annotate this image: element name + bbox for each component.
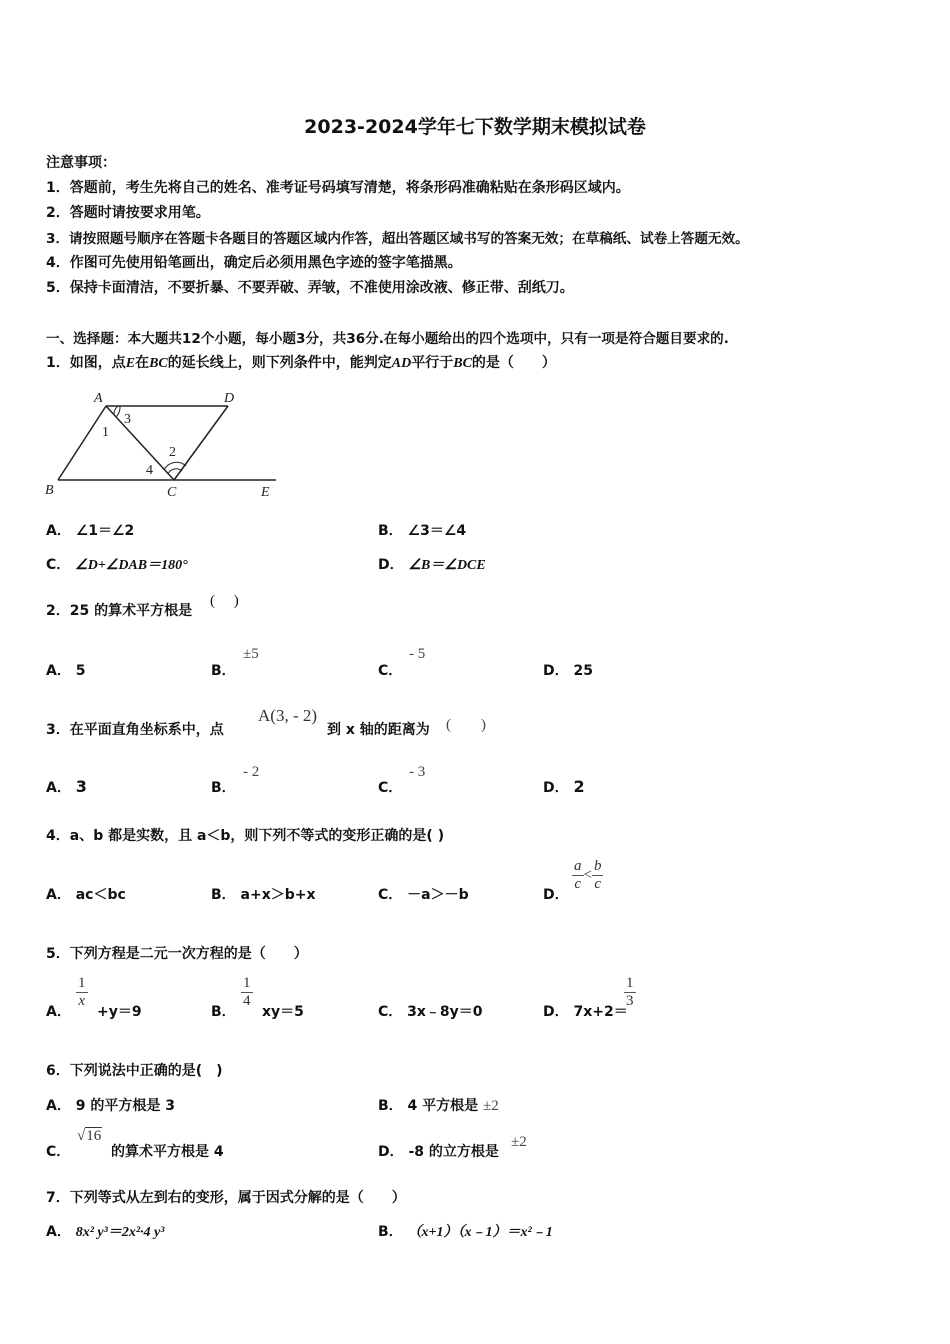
q5-option-b[interactable]: B．	[211, 1004, 236, 1020]
q2-option-b-value: ±5	[243, 646, 259, 662]
q1-option-c[interactable]: C． ∠D+∠DAB＝180°	[46, 557, 188, 573]
note-item: 4．作图可先使用铅笔画出，确定后必须用黑色字迹的签字笔描黑。	[46, 255, 462, 271]
question-1-figure	[40, 386, 290, 501]
section-heading: 一、选择题：本大题共12个小题，每小题3分，共36分.在每小题给出的四个选项中，只有一项是符合题目要求的.	[46, 331, 729, 347]
q3-option-c-value: - 3	[409, 764, 426, 780]
notes-heading: 注意事项：	[46, 155, 116, 171]
q3-option-b[interactable]: B．	[211, 780, 236, 796]
note-item: 5．保持卡面清洁，不要折暴、不要弄破、弄皱，不准使用涂改液、修正带、刮纸刀。	[46, 280, 574, 296]
q7-option-a[interactable]: A． 8x² y³＝2x²·4 y³	[46, 1224, 165, 1240]
q6-option-d[interactable]: D． -8 的立方根是	[378, 1144, 499, 1160]
q5-option-b-rest: xy＝5	[262, 1004, 304, 1020]
q6-option-c-radical: √16	[77, 1128, 102, 1144]
q4-option-b[interactable]: B． a+x＞b+x	[211, 887, 316, 903]
q3-option-c[interactable]: C．	[378, 780, 403, 796]
q5-option-d-frac: $\frac{1}{3}$	[626, 975, 634, 1009]
figure-label-d: D	[224, 391, 235, 406]
q3-option-b-value: - 2	[243, 764, 260, 780]
q6-option-a[interactable]: A． 9 的平方根是 3	[46, 1098, 175, 1114]
question-1-stem: 1．如图，点E在BC的延长线上，则下列条件中，能判定AD平行于BC的是（ ）	[46, 355, 556, 371]
figure-angle-3: 3	[124, 412, 131, 427]
question-3-stem-tail: 到 x 轴的距离为	[327, 722, 430, 738]
figure-angle-4: 4	[146, 463, 153, 478]
question-2-paren: ( )	[210, 593, 239, 609]
note-item: 2．答题时请按要求用笔。	[46, 205, 210, 221]
figure-angle-2: 2	[169, 445, 176, 460]
q2-option-c-value: - 5	[409, 646, 426, 662]
q2-option-a[interactable]: A． 5	[46, 663, 86, 679]
question-6-stem: 6．下列说法中正确的是( )	[46, 1063, 223, 1079]
figure-label-e: E	[261, 485, 270, 500]
q1-option-d[interactable]: D． ∠B＝∠DCE	[378, 557, 486, 573]
question-3-paren: ( )	[446, 717, 486, 733]
question-2-stem: 2．25 的算术平方根是	[46, 603, 193, 619]
figure-label-b: B	[45, 483, 54, 498]
q6-option-c-text: 的算术平方根是 4	[111, 1144, 224, 1160]
q5-option-a-frac: $\frac{1}{x}$	[78, 975, 86, 1009]
q3-option-a[interactable]: A． 3	[46, 777, 87, 796]
q5-option-a-rest: +y＝9	[97, 1004, 142, 1020]
figure-label-c: C	[167, 485, 177, 500]
q5-option-b-frac: $\frac{1}{4}$	[243, 975, 251, 1009]
q6-option-c[interactable]: C．	[46, 1144, 71, 1160]
q2-option-c[interactable]: C．	[378, 663, 403, 679]
q6-option-b[interactable]: B． 4 平方根是 ±2	[378, 1098, 499, 1114]
q2-option-d[interactable]: D． 25	[543, 663, 593, 679]
q4-option-d-math: $\frac{a}{c}$ < $\frac{b}{c}$	[574, 858, 602, 892]
page-title: 2023-2024学年七下数学期末模拟试卷	[304, 116, 646, 138]
q1-option-a[interactable]: A． ∠1＝∠2	[46, 523, 135, 539]
q4-option-c[interactable]: C． －a＞－b	[378, 887, 469, 903]
note-item: 3．请按照题号顺序在答题卡各题目的答题区域内作答，超出答题区域书写的答案无效；在草稿纸、试卷上答题无效。	[46, 231, 749, 247]
q2-option-b[interactable]: B．	[211, 663, 236, 679]
q6-option-d-math: ±2	[511, 1134, 527, 1150]
q7-option-b[interactable]: B． （x+1）（x﹣1）＝x²﹣1	[378, 1224, 553, 1240]
figure-angle-1: 1	[102, 425, 109, 440]
q3-option-d[interactable]: D． 2	[543, 777, 585, 796]
note-item: 1．答题前，考生先将自己的姓名、准考证号码填写清楚，将条形码准确粘贴在条形码区域内。	[46, 180, 630, 196]
q4-option-d[interactable]: D．	[543, 887, 569, 903]
question-3-point: A(3, - 2)	[258, 706, 318, 725]
figure-label-a: A	[94, 391, 103, 406]
q5-option-d[interactable]: D． 7x+2＝	[543, 1004, 628, 1020]
question-5-stem: 5．下列方程是二元一次方程的是（ ）	[46, 946, 308, 962]
q5-option-c[interactable]: C． 3x﹣8y＝0	[378, 1004, 483, 1020]
question-3-stem: 3．在平面直角坐标系中，点	[46, 722, 224, 738]
q5-option-a[interactable]: A．	[46, 1004, 71, 1020]
question-7-stem: 7．下列等式从左到右的变形，属于因式分解的是（ ）	[46, 1190, 406, 1206]
question-4-stem: 4．a、b 都是实数，且 a＜b，则下列不等式的变形正确的是( )	[46, 828, 445, 844]
q4-option-a[interactable]: A． ac＜bc	[46, 887, 126, 903]
q1-option-b[interactable]: B． ∠3＝∠4	[378, 523, 467, 539]
